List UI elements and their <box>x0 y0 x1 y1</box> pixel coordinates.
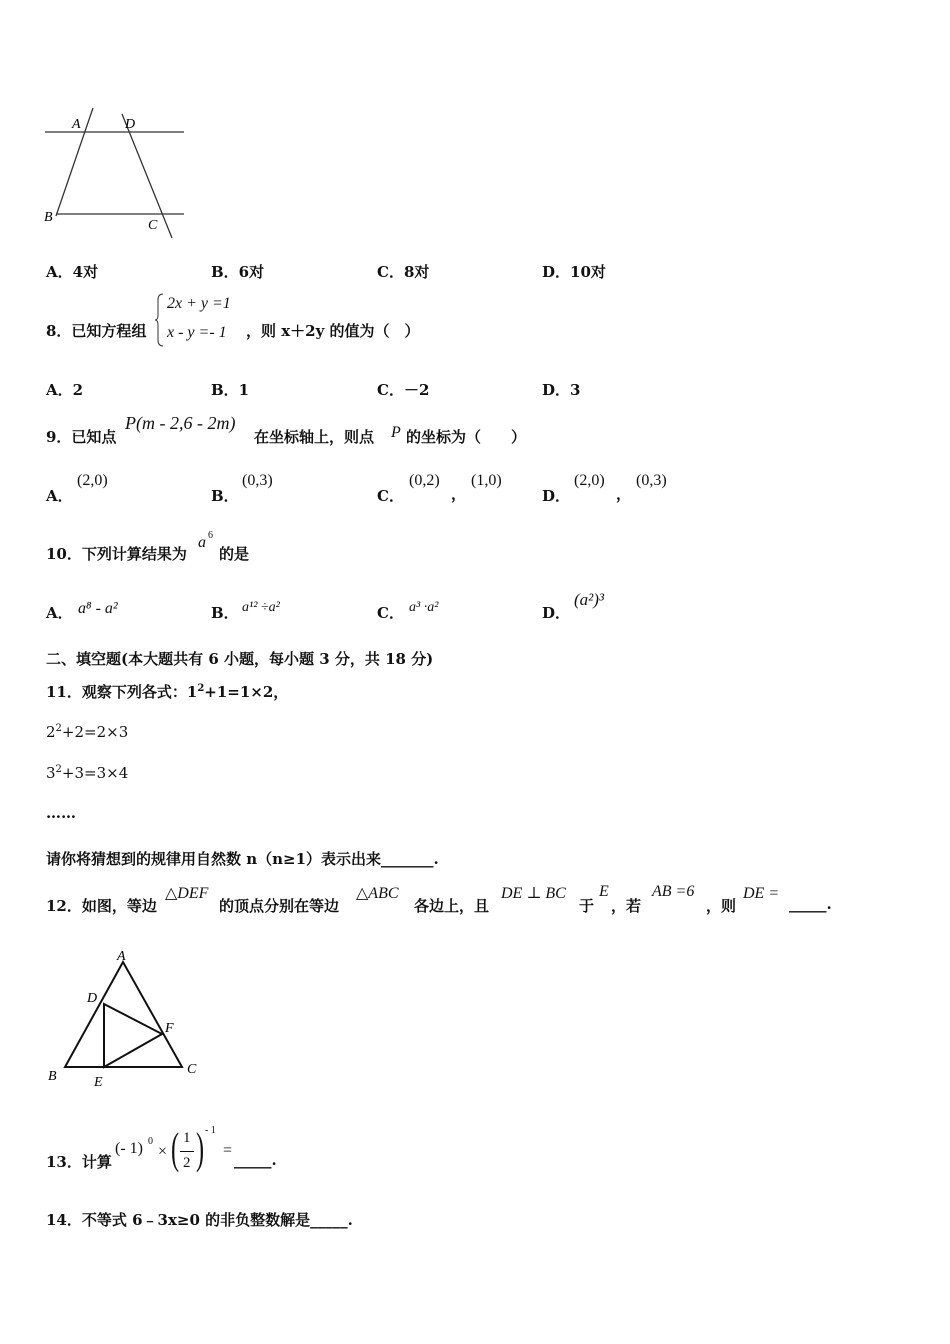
q14-question: 14．不等式 6﹣3x≥0 的非负整数解是_____. <box>46 1211 353 1229</box>
q9-point: P(m - 2,6 - 2m) <box>125 413 236 433</box>
q10-option-b-letter[interactable]: B． <box>211 604 239 622</box>
q12-perp: DE ⊥ BC <box>501 885 566 902</box>
q7-option-b[interactable]: B．6对 <box>211 263 265 281</box>
triangle-figure <box>40 940 210 1095</box>
label-d: D <box>125 117 136 132</box>
q11-square: 2 <box>55 723 62 734</box>
q8-prefix: 8．已知方程组 <box>46 322 147 340</box>
q12-p4: 于 <box>579 897 595 915</box>
q10-option-c[interactable]: a³ ·a² <box>409 600 439 615</box>
q9-option-b[interactable]: (0,3) <box>242 472 273 489</box>
q11-line-3-suffix: +3=3×4 <box>61 764 129 782</box>
q8-equation-1: 2x + y =1 <box>167 295 231 312</box>
label-e: E <box>94 1075 103 1090</box>
q11-line-2 <box>46 723 128 741</box>
label-c: C <box>148 218 158 233</box>
q7-option-a[interactable]: A．4对 <box>46 263 99 281</box>
q10-suffix: 的是 <box>219 545 250 563</box>
q12-tri-abc: △ABC <box>356 885 399 902</box>
q11-line-1-prefix: 11．观察下列各式：1 <box>46 683 198 701</box>
q11-ellipsis: …… <box>46 804 76 822</box>
q10-option-d-letter[interactable]: D． <box>542 604 571 622</box>
q10-a: a <box>198 534 206 551</box>
q11-line-1-suffix: +1=1×2， <box>204 683 289 701</box>
q9-option-c-comma: ， <box>451 485 467 503</box>
system-brace-icon <box>154 293 164 347</box>
q13-blank: _____. <box>234 1151 277 1169</box>
q12-p5: ，若 <box>611 897 642 915</box>
q12-p6: ，则 <box>706 897 737 915</box>
label-b: B <box>44 210 53 225</box>
q10-option-c-letter[interactable]: C． <box>377 604 404 622</box>
q13-num: 1 <box>183 1130 191 1146</box>
section-heading: 二、填空题(本大题共有 6 小题，每小题 3 分，共 18 分) <box>46 650 434 668</box>
q8-option-c[interactable]: C．－2 <box>377 381 430 399</box>
q12-blank: _____. <box>789 895 832 913</box>
q12-e: E <box>599 883 609 900</box>
parallel-lines-figure <box>38 105 198 245</box>
q10-option-d[interactable]: (a²)³ <box>574 590 605 609</box>
q9-prefix: 9．已知点 <box>46 428 117 446</box>
q13-exp: - 1 <box>205 1125 216 1136</box>
q13-exp0: 0 <box>148 1136 153 1147</box>
triangle-def <box>104 1004 162 1067</box>
q12-tri-def: △DEF <box>165 885 209 902</box>
q9-option-c-letter[interactable]: C． <box>377 487 404 505</box>
q9-option-c-2[interactable]: (1,0) <box>471 472 502 489</box>
q13-eq: = <box>223 1142 233 1159</box>
q8-equation-2: x - y =- 1 <box>167 324 227 341</box>
q12-de: DE = <box>743 885 780 902</box>
q12-ab: AB =6 <box>652 883 695 900</box>
q12-p2: 的顶点分别在等边 <box>219 897 340 915</box>
q9-p: P <box>391 424 401 441</box>
q8-suffix: ，则 x＋2y 的值为（ ） <box>246 322 420 340</box>
q12-p3: 各边上，且 <box>414 897 490 915</box>
q13-base: (- 1) <box>115 1140 143 1157</box>
q10-exp: 6 <box>208 530 213 541</box>
label-c: C <box>187 1062 197 1077</box>
label-f: F <box>165 1021 174 1036</box>
label-a: A <box>72 117 81 132</box>
q11-line-3 <box>46 764 128 782</box>
q9-option-d-comma: ， <box>616 485 632 503</box>
q11-line-2-prefix: 2 <box>46 723 56 741</box>
q13-prefix: 13．计算 <box>46 1153 112 1171</box>
q13-fraction-bar <box>180 1151 194 1152</box>
q7-option-c[interactable]: C．8对 <box>377 263 430 281</box>
q13-right-paren: ) <box>196 1124 205 1173</box>
q10-prefix: 10．下列计算结果为 <box>46 545 187 563</box>
q10-option-b[interactable]: a¹² ÷a² <box>242 600 280 615</box>
q11-question: 请你将猜想到的规律用自然数 n（n≥1）表示出来_______. <box>46 850 439 868</box>
q9-suffix: 的坐标为（ ） <box>406 428 527 446</box>
q9-option-d-2[interactable]: (0,3) <box>636 472 667 489</box>
q10-option-a[interactable]: a⁸ - a² <box>78 600 118 617</box>
q9-option-d-letter[interactable]: D． <box>542 487 571 505</box>
q9-option-b-letter[interactable]: B． <box>211 487 239 505</box>
q11-square: 2 <box>55 764 62 775</box>
label-b: B <box>48 1069 57 1084</box>
q8-option-d[interactable]: D．3 <box>542 381 581 399</box>
q11-square: 2 <box>197 683 205 694</box>
q11-line-1 <box>46 681 288 702</box>
q9-option-a-letter[interactable]: A． <box>46 487 73 505</box>
q9-middle: 在坐标轴上，则点 <box>254 428 375 446</box>
q8-option-b[interactable]: B．1 <box>211 381 250 399</box>
q7-option-d[interactable]: D．10对 <box>542 263 606 281</box>
q11-line-3-prefix: 3 <box>46 764 56 782</box>
label-d: D <box>87 991 98 1006</box>
q9-option-a[interactable]: (2,0) <box>77 472 108 489</box>
q9-option-d-1[interactable]: (2,0) <box>574 472 605 489</box>
label-a: A <box>117 949 126 964</box>
q13-times: × <box>158 1143 168 1160</box>
q12-p1: 12．如图，等边 <box>46 897 157 915</box>
q13-left-paren: ( <box>171 1124 180 1173</box>
q8-option-a[interactable]: A．2 <box>46 381 84 399</box>
q10-option-a-letter[interactable]: A． <box>46 604 73 622</box>
q11-line-2-suffix: +2=2×3 <box>61 723 129 741</box>
q13-den: 2 <box>183 1155 191 1171</box>
q9-option-c-1[interactable]: (0,2) <box>409 472 440 489</box>
